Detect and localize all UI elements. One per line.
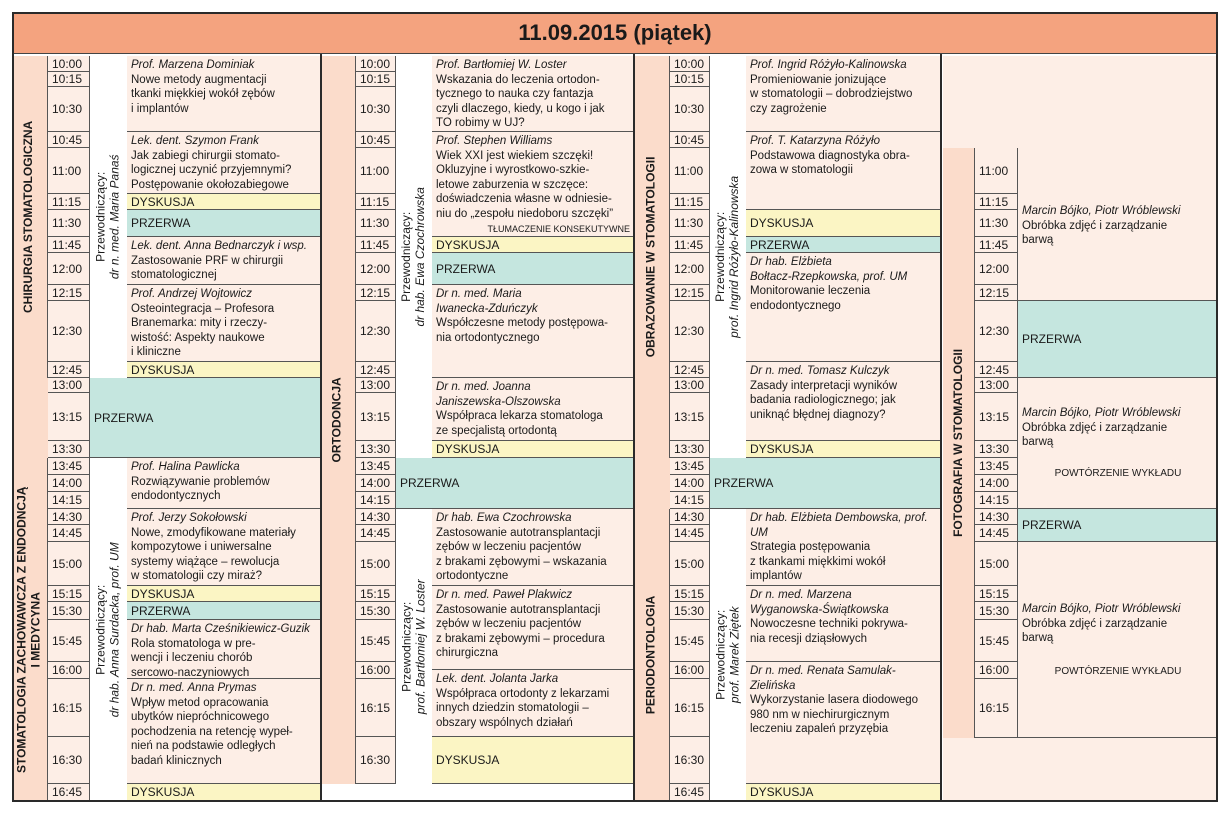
track-spacer xyxy=(12,378,48,458)
lecture-title: Zastosowanie PRF w chirurgii stomatologicznej xyxy=(131,254,284,281)
track-label-zachowawcza-line: STOMATOLOGIA ZACHOWAWCZA Z ENDODNCJĄ xyxy=(14,486,29,773)
time-slot: 16:00 xyxy=(356,662,396,679)
lecture-title: Współpraca ortodonty z lekarzami innych dziedzin stomatologii – obszary wspólnych działań xyxy=(436,687,610,729)
chairperson-text xyxy=(400,579,428,714)
time-slot: 12:45 xyxy=(48,362,90,378)
time-slot: 12:30 xyxy=(48,301,90,362)
track-label-zachowawcza xyxy=(12,458,48,801)
lecture-cell xyxy=(746,509,941,586)
time-slot: 13:45 xyxy=(975,458,1018,475)
time-slot: 11:00 xyxy=(670,148,710,194)
time-slot: 11:30 xyxy=(48,210,90,237)
time-slot: 15:15 xyxy=(48,586,90,602)
chairperson-label xyxy=(396,56,432,458)
time-slot: 12:15 xyxy=(356,285,396,301)
time-slot: 10:45 xyxy=(356,132,396,148)
lecture-title: Obróbka zdjęć i zarządzanie barwą xyxy=(1022,219,1168,246)
speaker-name: Prof. Stephen Williams xyxy=(436,135,553,147)
time-slot: 12:45 xyxy=(356,362,396,378)
lecture-cell xyxy=(127,285,321,362)
lecture-title: Współczesne metody postępowa- nia ortodontycznego xyxy=(436,317,608,344)
time-slot: 16:15 xyxy=(356,679,396,737)
track-label-obrazowanie xyxy=(634,56,670,458)
lecture-title: Obróbka zdjęć i zarządzanie barwą xyxy=(1022,617,1168,644)
time-slot: 13:00 xyxy=(48,378,90,393)
track-label-chirurgia-text xyxy=(23,121,37,313)
time-slot: 12:15 xyxy=(975,285,1018,301)
time-slot: 12:00 xyxy=(356,253,396,285)
time-slot: 11:15 xyxy=(356,194,396,210)
break-cell: PRZERWA xyxy=(1018,509,1218,542)
time-slot: 12:00 xyxy=(48,253,90,285)
speaker-name: Dr n. med. Paweł Plakwicz xyxy=(436,589,573,601)
time-slot: 15:15 xyxy=(670,586,710,602)
speaker-name: Marcin Bójko, Piotr Wróblewski xyxy=(1022,603,1181,615)
time-slot: 15:00 xyxy=(670,542,710,586)
discussion-cell: DYSKUSJA xyxy=(127,362,321,378)
time-slot: 13:15 xyxy=(356,393,396,441)
column-divider xyxy=(940,54,942,802)
repeat-note: POWTÓRZENIE WYKŁADU xyxy=(1054,468,1182,479)
lecture-title: Monitorowanie leczenia endodontycznego xyxy=(750,285,871,312)
page-title: 11.09.2015 (piątek) xyxy=(12,12,1218,54)
lecture-cell xyxy=(432,56,634,132)
lecture-title: Nowe, zmodyfikowane materiały kompozytowe i uniwersalne systemy wiążące – rewolucja w stomatologii czy miraż? xyxy=(131,526,296,582)
time-slot: 13:00 xyxy=(356,378,396,393)
chairperson-prefix: Przewodniczący: xyxy=(93,584,108,675)
track-label-fotografia-text xyxy=(952,349,966,537)
lecture-title: Zasady interpretacji wyników badania radiologicznego; jak uniknąć błędnej diagnozy? xyxy=(750,379,898,421)
track-label-periodontologia-text xyxy=(645,596,659,714)
discussion-cell: DYSKUSJA xyxy=(746,210,941,237)
chairperson-text xyxy=(95,155,123,280)
time-slot: 13:30 xyxy=(670,441,710,458)
time-slot: 14:30 xyxy=(356,509,396,525)
lecture-title: Zastosowanie autotransplantacji zębów w leczeniu pacjentów z brakami zębowymi – procedura chirurgiczna xyxy=(436,603,605,659)
time-slot: 10:15 xyxy=(48,72,90,87)
empty-cell xyxy=(321,784,634,801)
time-slot: 13:00 xyxy=(975,378,1018,393)
time-slot: 11:15 xyxy=(975,194,1018,210)
break-cell: PRZERWA xyxy=(710,458,941,509)
chairperson-text xyxy=(95,542,123,717)
chairperson-label xyxy=(710,56,746,458)
speaker-name: Dr hab. Marta Cześnikiewicz-Guzik xyxy=(131,623,310,635)
time-slot: 14:00 xyxy=(975,475,1018,492)
time-slot: 13:45 xyxy=(48,458,90,475)
discussion-cell: DYSKUSJA xyxy=(127,194,321,210)
track-label-chirurgia-line: CHIRURGIA STOMATOLOGICZNA xyxy=(21,120,36,314)
time-slot: 12:00 xyxy=(670,253,710,285)
time-slot: 12:45 xyxy=(975,362,1018,378)
time-slot: 16:00 xyxy=(670,662,710,679)
time-slot: 12:15 xyxy=(670,285,710,301)
discussion-cell: DYSKUSJA xyxy=(746,441,941,458)
track-spacer xyxy=(634,458,670,509)
speaker-name: Prof. Jerzy Sokołowski xyxy=(131,512,247,524)
time-slot: 15:00 xyxy=(975,542,1018,586)
track-label-chirurgia xyxy=(12,56,48,378)
time-slot: 11:45 xyxy=(975,237,1018,253)
speaker-name: Lek. dent. Szymon Frank xyxy=(131,135,259,147)
track-label-periodontologia-line: PERIODONTOLOGIA xyxy=(643,595,658,715)
time-slot: 10:30 xyxy=(48,87,90,132)
lecture-cell xyxy=(1018,378,1218,509)
chairperson-text xyxy=(714,607,742,704)
lecture-cell xyxy=(127,132,321,194)
time-slot: 14:15 xyxy=(48,492,90,509)
chairperson-name: dr hab. Anna Surdacka, prof. UM xyxy=(107,542,122,717)
chairperson-prefix: Przewodniczący: xyxy=(713,609,728,701)
discussion-cell: DYSKUSJA xyxy=(432,441,634,458)
time-slot: 11:00 xyxy=(48,148,90,194)
time-slot: 10:30 xyxy=(670,87,710,132)
break-cell: PRZERWA xyxy=(1018,301,1218,378)
speaker-name: Prof. Ingrid Różyło-Kalinowska xyxy=(750,59,907,71)
lecture-title: Wykorzystanie lasera diodowego 980 nm w niechirurgicznym leczeniu zapaleń przyzębia xyxy=(750,694,919,735)
time-slot: 14:30 xyxy=(670,509,710,525)
time-slot: 10:30 xyxy=(356,87,396,132)
lecture-title: Współpraca lekarza stomatologa ze specjalistą ortodontą xyxy=(436,410,603,437)
speaker-name: Dr n. med. Tomasz Kulczyk xyxy=(750,365,890,377)
lecture-title: Wpływ metod opracowania ubytków niepróchnicowego pochodzenia na retencję wypeł- nień na podstawie odległych badań klinicznych xyxy=(131,696,293,767)
time-slot: 10:45 xyxy=(48,132,90,148)
discussion-cell: DYSKUSJA xyxy=(432,737,634,784)
track-label-zachowawcza-text xyxy=(16,486,44,772)
time-slot: 15:30 xyxy=(670,602,710,620)
track-label-obrazowanie-line: OBRAZOWANIE W STOMATOLOGII xyxy=(643,156,658,358)
track-label-ortodoncja-line: ORTODONCJA xyxy=(330,377,345,463)
lecture-title: Promieniowanie jonizujące w stomatologii – dobrodziejstwo czy zagrożenie xyxy=(750,73,913,115)
discussion-cell: DYSKUSJA xyxy=(127,586,321,602)
lecture-title: Osteointegracja – Profesora Branemarka: mity i rzeczy- wistość: Aspekty naukowe i kliniczne xyxy=(131,302,275,358)
time-slot: 14:30 xyxy=(48,509,90,525)
time-slot: 14:00 xyxy=(356,475,396,492)
speaker-name: Marcin Bójko, Piotr Wróblewski xyxy=(1022,205,1181,217)
time-slot: 16:15 xyxy=(670,679,710,737)
speaker-name: Dr n. med. Joanna Janiszewska-Olszowska xyxy=(436,381,561,408)
time-slot: 10:00 xyxy=(48,56,90,72)
time-slot: 13:30 xyxy=(48,441,90,458)
time-slot: 15:00 xyxy=(356,542,396,586)
time-slot: 12:00 xyxy=(975,253,1018,285)
time-slot: 16:00 xyxy=(975,662,1018,679)
time-slot: 10:00 xyxy=(670,56,710,72)
discussion-cell: DYSKUSJA xyxy=(432,237,634,253)
speaker-name: Dr n. med. Marzena Wyganowska-Świątkowska xyxy=(750,589,889,616)
lecture-cell xyxy=(432,285,634,378)
chairperson-prefix: Przewodniczący: xyxy=(399,601,414,692)
time-slot: 12:30 xyxy=(356,301,396,362)
lecture-cell xyxy=(746,56,941,132)
time-slot: 15:45 xyxy=(356,620,396,662)
chairperson-prefix: Przewodniczący: xyxy=(399,211,414,303)
lecture-cell xyxy=(432,378,634,441)
time-slot: 12:15 xyxy=(48,285,90,301)
speaker-name: Prof. Andrzej Wojtowicz xyxy=(131,288,252,300)
time-slot: 13:30 xyxy=(975,441,1018,458)
track-label-zachowawcza-line: I MEDYCYNA xyxy=(28,591,43,668)
time-slot: 16:45 xyxy=(670,784,710,801)
lecture-title: Wiek XXI jest wiekiem szczęki! Okluzyjne i wyrostkowo-szkie- letowe zaburzenia w szczęce: doświadczenia własne w odniesie- niu do „zespołu niedoboru szczęki” xyxy=(436,149,614,220)
empty-cell xyxy=(943,56,1218,148)
time-slot: 11:45 xyxy=(356,237,396,253)
time-slot: 10:15 xyxy=(670,72,710,87)
time-slot: 11:15 xyxy=(48,194,90,210)
time-slot: 14:30 xyxy=(975,509,1018,525)
time-slot: 14:45 xyxy=(670,525,710,542)
speaker-name: Dr hab. Ewa Czochrowska xyxy=(436,512,572,524)
chairperson-label xyxy=(710,509,746,801)
lecture-cell xyxy=(127,237,321,285)
chairperson-label xyxy=(396,509,432,784)
translation-note: TŁUMACZENIE KONSEKUTYWNE xyxy=(487,224,630,234)
time-slot: 11:00 xyxy=(975,148,1018,194)
time-slot: 14:45 xyxy=(48,525,90,542)
chairperson-name: dr n. med. Maria Panaś xyxy=(107,154,122,280)
time-slot: 16:30 xyxy=(670,737,710,784)
break-cell: PRZERWA xyxy=(127,602,321,620)
lecture-title: Jak zabiegi chirurgii stomato- logicznej uczynić przyjemnymi? Postępowanie okołozabiegowe xyxy=(131,149,292,191)
track-label-obrazowanie-text xyxy=(645,157,659,358)
time-slot: 11:45 xyxy=(48,237,90,253)
lecture-cell xyxy=(432,586,634,670)
speaker-name: Prof. Halina Pawlicka xyxy=(131,461,240,473)
track-label-ortodoncja-text xyxy=(331,377,345,462)
break-cell: PRZERWA xyxy=(127,210,321,237)
speaker-name: Prof. T. Katarzyna Różyło xyxy=(750,135,880,147)
time-slot: 13:45 xyxy=(670,458,710,475)
time-slot: 14:45 xyxy=(975,525,1018,542)
lecture-cell xyxy=(127,679,321,784)
time-slot: 13:45 xyxy=(356,458,396,475)
time-slot: 12:30 xyxy=(975,301,1018,362)
time-slot: 15:30 xyxy=(975,602,1018,620)
column-divider xyxy=(320,54,322,802)
lecture-cell xyxy=(432,509,634,586)
time-slot: 11:45 xyxy=(670,237,710,253)
chairperson-name: prof. Ingrid Różyło-Kalinowska xyxy=(727,175,742,339)
time-slot: 11:30 xyxy=(975,210,1018,237)
track-label-fotografia xyxy=(943,148,975,738)
time-slot: 12:30 xyxy=(670,301,710,362)
track-label-fotografia-line: FOTOGRAFIA W STOMATOLOGII xyxy=(950,348,965,537)
time-slot: 16:30 xyxy=(48,737,90,784)
lecture-title: Rola stomatologa w pre- wencji i leczeniu chorób sercowo-naczyniowych xyxy=(131,637,256,679)
time-slot: 11:30 xyxy=(670,210,710,237)
speaker-name: Dr n. med. Maria Iwanecka-Zduńczyk xyxy=(436,288,538,315)
time-slot: 16:15 xyxy=(975,679,1018,738)
time-slot: 13:00 xyxy=(670,378,710,393)
break-cell: PRZERWA xyxy=(432,253,634,285)
time-slot: 13:15 xyxy=(670,393,710,441)
break-cell: PRZERWA xyxy=(396,458,634,509)
chairperson-name: prof. Bartłomiej W. Loster xyxy=(413,579,427,714)
break-cell: PRZERWA xyxy=(746,237,941,253)
chairperson-label xyxy=(90,458,127,801)
lecture-cell xyxy=(432,670,634,737)
time-slot: 15:15 xyxy=(975,586,1018,602)
time-slot: 13:15 xyxy=(975,393,1018,441)
time-slot: 12:45 xyxy=(670,362,710,378)
time-slot: 15:45 xyxy=(48,620,90,662)
break-cell: PRZERWA xyxy=(90,378,321,458)
column-divider xyxy=(633,54,635,802)
speaker-name: Prof. Marzena Dominiak xyxy=(131,59,255,71)
lecture-title: Nowoczesne techniki pokrywa- nia recesji dziąsłowych xyxy=(750,618,908,645)
lecture-cell xyxy=(746,132,941,210)
repeat-note: POWTÓRZENIE WYKŁADU xyxy=(1054,666,1182,677)
track-label-periodontologia xyxy=(634,509,670,801)
discussion-cell: DYSKUSJA xyxy=(746,784,941,801)
lecture-cell xyxy=(127,56,321,132)
chairperson-text xyxy=(400,187,428,326)
chairperson-name: prof. Marek Ziętek xyxy=(727,606,742,704)
time-slot: 16:45 xyxy=(48,784,90,801)
time-slot: 13:15 xyxy=(48,393,90,441)
time-slot: 16:00 xyxy=(48,662,90,679)
lecture-title: Podstawowa diagnostyka obra- zowa w stomatologii xyxy=(750,149,910,176)
speaker-name: Dr hab. Elżbieta Bołtacz-Rzepkowska, prof. UM xyxy=(750,256,908,283)
empty-cell xyxy=(943,738,1218,801)
chairperson-prefix: Przewodniczący: xyxy=(93,171,108,263)
lecture-cell xyxy=(1018,542,1218,738)
time-slot: 11:00 xyxy=(356,148,396,194)
lecture-cell xyxy=(127,458,321,509)
time-slot: 14:15 xyxy=(356,492,396,509)
time-slot: 15:00 xyxy=(48,542,90,586)
time-slot: 14:15 xyxy=(975,492,1018,509)
lecture-title: Obróbka zdjęć i zarządzanie barwą xyxy=(1022,421,1168,448)
chairperson-prefix: Przewodniczący: xyxy=(713,211,728,303)
speaker-name: Marcin Bójko, Piotr Wróblewski xyxy=(1022,407,1181,419)
speaker-name: Lek. dent. Anna Bednarczyk i wsp. xyxy=(131,240,308,252)
lecture-title: Rozwiązywanie problemów endodontycznych xyxy=(131,475,270,502)
lecture-cell xyxy=(127,620,321,679)
track-label-ortodoncja xyxy=(321,56,356,784)
lecture-cell xyxy=(1018,148,1218,301)
time-slot: 11:30 xyxy=(356,210,396,237)
time-slot: 15:30 xyxy=(356,602,396,620)
time-slot: 14:45 xyxy=(356,525,396,542)
lecture-title: Strategia postępowania z tkankami miękkimi wokół implantów xyxy=(750,541,886,582)
time-slot: 14:15 xyxy=(670,492,710,509)
speaker-name: Dr n. med. Renata Samulak-Zielińska xyxy=(750,665,896,692)
time-slot: 15:45 xyxy=(670,620,710,662)
time-slot: 10:45 xyxy=(670,132,710,148)
lecture-title: Wskazania do leczenia ortodon- tycznego to nauka czy fantazja czyli dlaczego, kiedy, u kogo i jak TO robimy w UJ? xyxy=(436,73,605,129)
time-slot: 15:30 xyxy=(48,602,90,620)
discussion-cell: DYSKUSJA xyxy=(127,784,321,801)
time-slot: 16:30 xyxy=(356,737,396,784)
lecture-title: Nowe metody augmentacji tkanki miękkiej wokół zębów i implantów xyxy=(131,73,275,115)
speaker-name: Lek. dent. Jolanta Jarka xyxy=(436,673,559,685)
time-slot: 15:45 xyxy=(975,620,1018,662)
time-slot: 16:15 xyxy=(48,679,90,737)
time-slot: 11:15 xyxy=(670,194,710,210)
lecture-cell xyxy=(746,253,941,362)
time-slot: 10:15 xyxy=(356,72,396,87)
time-slot: 10:00 xyxy=(356,56,396,72)
chairperson-label xyxy=(90,56,127,378)
time-slot: 14:00 xyxy=(48,475,90,492)
speaker-name: Dr n. med. Anna Prymas xyxy=(131,682,257,694)
speaker-name: Prof. Bartłomiej W. Loster xyxy=(436,59,567,71)
lecture-cell xyxy=(746,362,941,441)
lecture-cell xyxy=(746,586,941,662)
lecture-title: Zastosowanie autotransplantacji zębów w leczeniu pacjentów z brakami zębowymi – wskazania ortodontyczne xyxy=(436,526,607,582)
time-slot: 13:30 xyxy=(356,441,396,458)
time-slot: 15:15 xyxy=(356,586,396,602)
chairperson-name: dr hab. Ewa Czochrowska xyxy=(413,187,427,327)
lecture-cell xyxy=(432,132,634,237)
lecture-cell xyxy=(746,662,941,784)
speaker-name: Dr hab. Elżbieta Dembowska, prof. UM xyxy=(750,512,928,539)
chairperson-text xyxy=(714,176,742,338)
time-slot: 14:00 xyxy=(670,475,710,492)
lecture-cell xyxy=(127,509,321,586)
